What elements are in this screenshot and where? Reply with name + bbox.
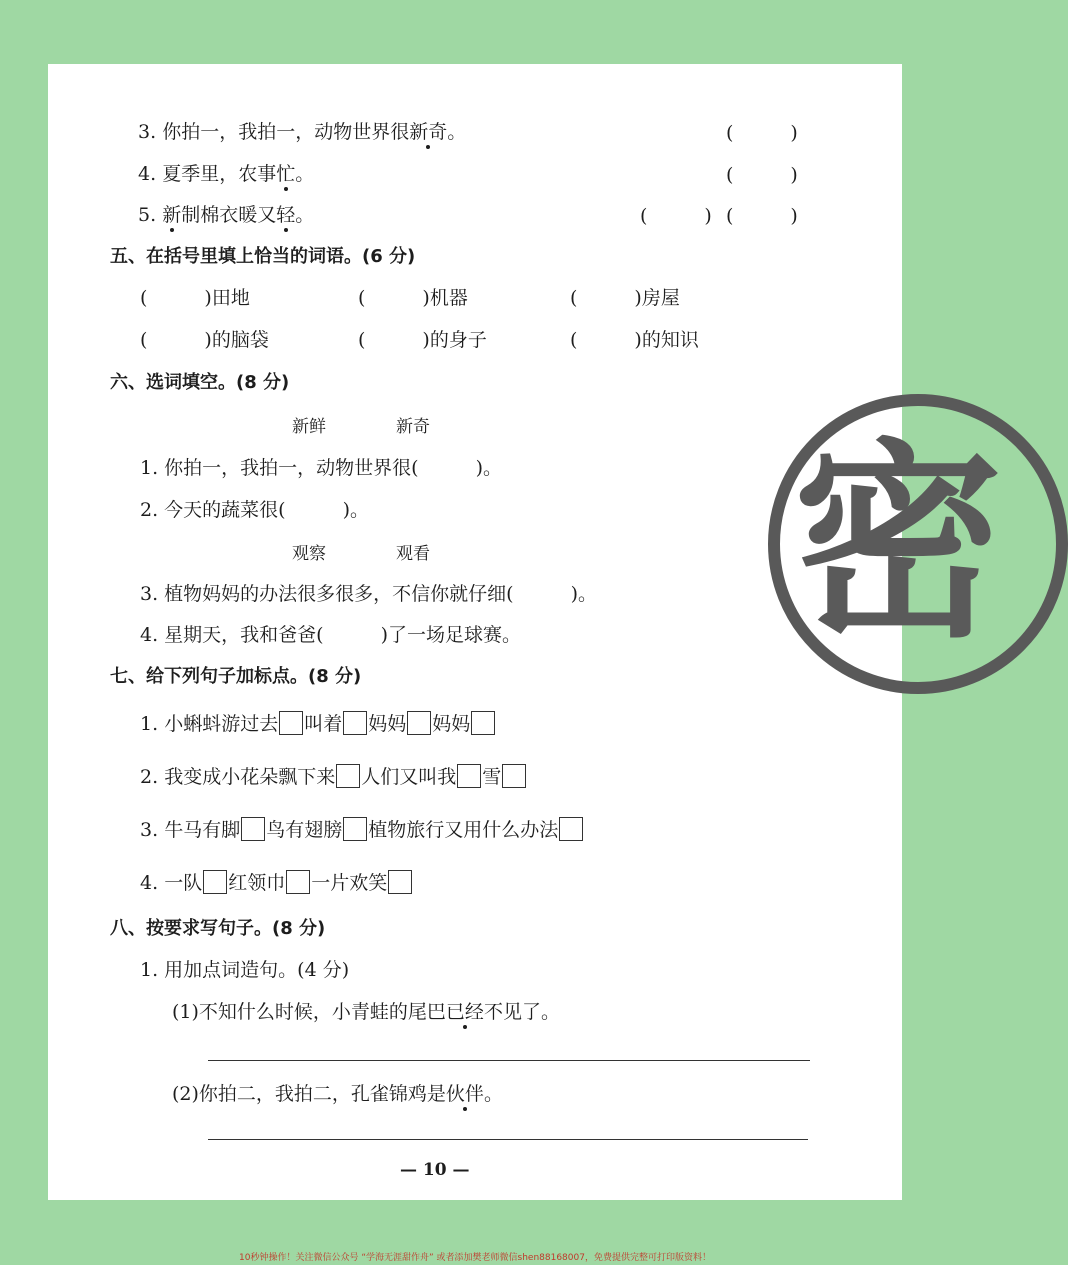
punct-box[interactable]	[388, 870, 412, 894]
section6-title: 六、选词填空。(8 分)	[110, 372, 290, 393]
stamp-character: 密	[792, 421, 1003, 666]
s7-item-1: 1. 小蝌蚪游过去 叫着 妈妈 妈妈	[140, 711, 496, 736]
punct-box[interactable]	[343, 817, 367, 841]
s4-item-5-answer-b[interactable]: ( )	[726, 205, 798, 227]
punct-box[interactable]	[241, 817, 265, 841]
punct-box[interactable]	[336, 764, 360, 788]
s6-item-4[interactable]: 4. 星期天，我和爸爸( )了一场足球赛。	[140, 624, 521, 646]
s5-blank-3[interactable]: ( )房屋	[570, 287, 680, 309]
s4-item-3-answer[interactable]: ( )	[726, 122, 798, 144]
s5-blank-6[interactable]: ( )的知识	[570, 329, 699, 351]
s8-question-1: (1)不知什么时候，小青蛙的尾巴已经不见了。	[172, 1001, 560, 1023]
s4-item-5-answer-a[interactable]: ( )	[640, 205, 712, 227]
footer-notice: 10秒钟操作！关注微信公众号 “学海无涯甜作舟” 或者添加樊老师微信shen88168007，免费提供完整可打印版资料！	[239, 1253, 711, 1263]
worksheet-page	[48, 64, 1003, 1200]
answer-line-1[interactable]	[208, 1060, 810, 1061]
answer-line-2[interactable]	[208, 1139, 808, 1140]
s5-blank-4[interactable]: ( )的脑袋	[140, 329, 269, 351]
punct-box[interactable]	[502, 764, 526, 788]
s6-word-choices-2: 观察 观看	[292, 544, 430, 564]
s6-word-choices-1: 新鲜 新奇	[292, 417, 430, 437]
s7-item-4: 4. 一队 红领巾 一片欢笑	[140, 870, 413, 895]
s4-item-4: 4. 夏季里，农事忙。	[138, 163, 315, 185]
s5-blank-5[interactable]: ( )的身子	[358, 329, 487, 351]
s6-item-1[interactable]: 1. 你拍一，我拍一，动物世界很( )。	[140, 457, 502, 479]
s6-item-3[interactable]: 3. 植物妈妈的办法很多很多，不信你就仔细( )。	[140, 583, 597, 605]
punct-box[interactable]	[407, 711, 431, 735]
s4-item-5: 5. 新制棉衣暖又轻。	[138, 204, 315, 226]
punct-box[interactable]	[457, 764, 481, 788]
s5-blank-1[interactable]: ( )田地	[140, 287, 250, 309]
s8-question-2: (2)你拍二，我拍二，孔雀锦鸡是伙伴。	[172, 1083, 503, 1105]
punct-box[interactable]	[279, 711, 303, 735]
s5-blank-2[interactable]: ( )机器	[358, 287, 468, 309]
punct-box[interactable]	[343, 711, 367, 735]
punct-box[interactable]	[559, 817, 583, 841]
punct-box[interactable]	[286, 870, 310, 894]
secret-stamp	[768, 394, 1068, 694]
s4-item-4-answer[interactable]: ( )	[726, 164, 798, 186]
section8-title: 八、按要求写句子。(8 分)	[110, 918, 326, 939]
page-number: — 10 —	[400, 1160, 470, 1180]
s6-item-2[interactable]: 2. 今天的蔬菜很( )。	[140, 499, 369, 521]
section5-title: 五、在括号里填上恰当的词语。(6 分)	[110, 246, 416, 267]
s4-item-3: 3. 你拍一，我拍一，动物世界很新奇。	[138, 121, 467, 143]
s8-sub-1: 1. 用加点词造句。(4 分)	[140, 959, 350, 981]
s7-item-3: 3. 牛马有脚 鸟有翅膀 植物旅行又用什么办法	[140, 817, 584, 842]
punct-box[interactable]	[471, 711, 495, 735]
section7-title: 七、给下列句子加标点。(8 分)	[110, 666, 362, 687]
s7-item-2: 2. 我变成小花朵飘下来 人们又叫我 雪	[140, 764, 527, 789]
punct-box[interactable]	[203, 870, 227, 894]
